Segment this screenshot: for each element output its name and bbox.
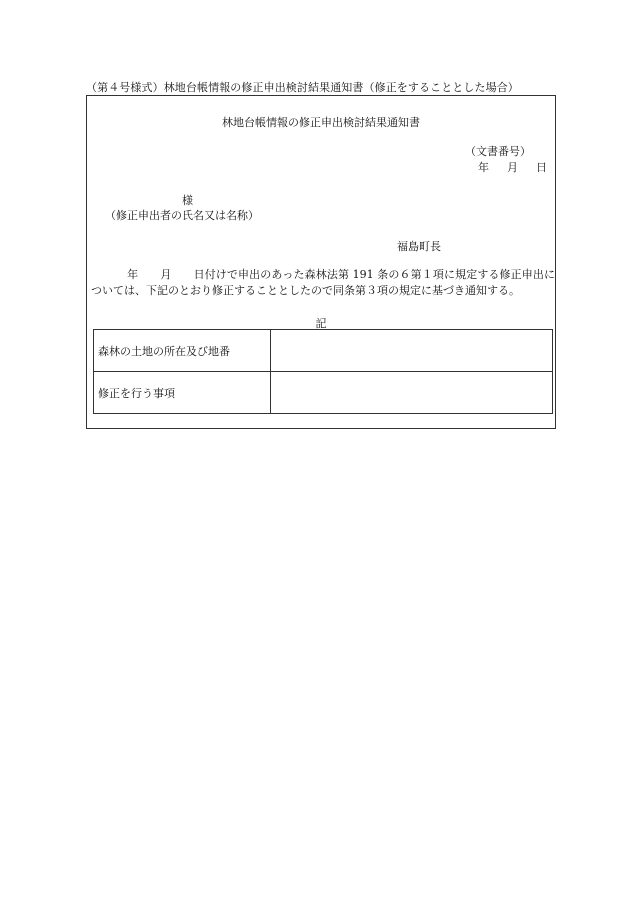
body-text: 日付けで申出のあった森林法第 191 条の６第１項に規定する修正申出については、下記のとおり修正することとしたので同条第３項の規定に基づき通知する。: [91, 268, 555, 297]
ki-heading: 記: [315, 317, 327, 330]
body-month: 月: [160, 268, 172, 281]
document-title: 林地台帳情報の修正申出検討結果通知書: [222, 116, 420, 129]
row-label: 森林の土地の所在及び地番: [94, 330, 271, 372]
table-row: [94, 372, 553, 414]
issuer-name: 福島町長: [397, 240, 441, 253]
table-row: [94, 330, 553, 372]
date-year: 年: [478, 161, 489, 174]
notice-frame: [86, 95, 556, 429]
form-label: （第４号様式）林地台帳情報の修正申出検討結果通知書（修正をすることとした場合）: [86, 81, 519, 94]
body-year: 年: [127, 268, 139, 281]
issue-date: [478, 159, 547, 175]
details-table: [93, 329, 553, 414]
addressee-caption: （修正申出者の氏名又は名称）: [105, 209, 259, 222]
row-value: [271, 330, 553, 372]
date-month: 月: [507, 161, 518, 174]
row-value: [271, 372, 553, 414]
document-number: （文書番号）: [465, 145, 531, 158]
row-label: 修正を行う事項: [94, 372, 271, 414]
addressee-honorific: 様: [182, 194, 193, 207]
notice-body: [91, 267, 555, 298]
date-day: 日: [536, 161, 547, 174]
